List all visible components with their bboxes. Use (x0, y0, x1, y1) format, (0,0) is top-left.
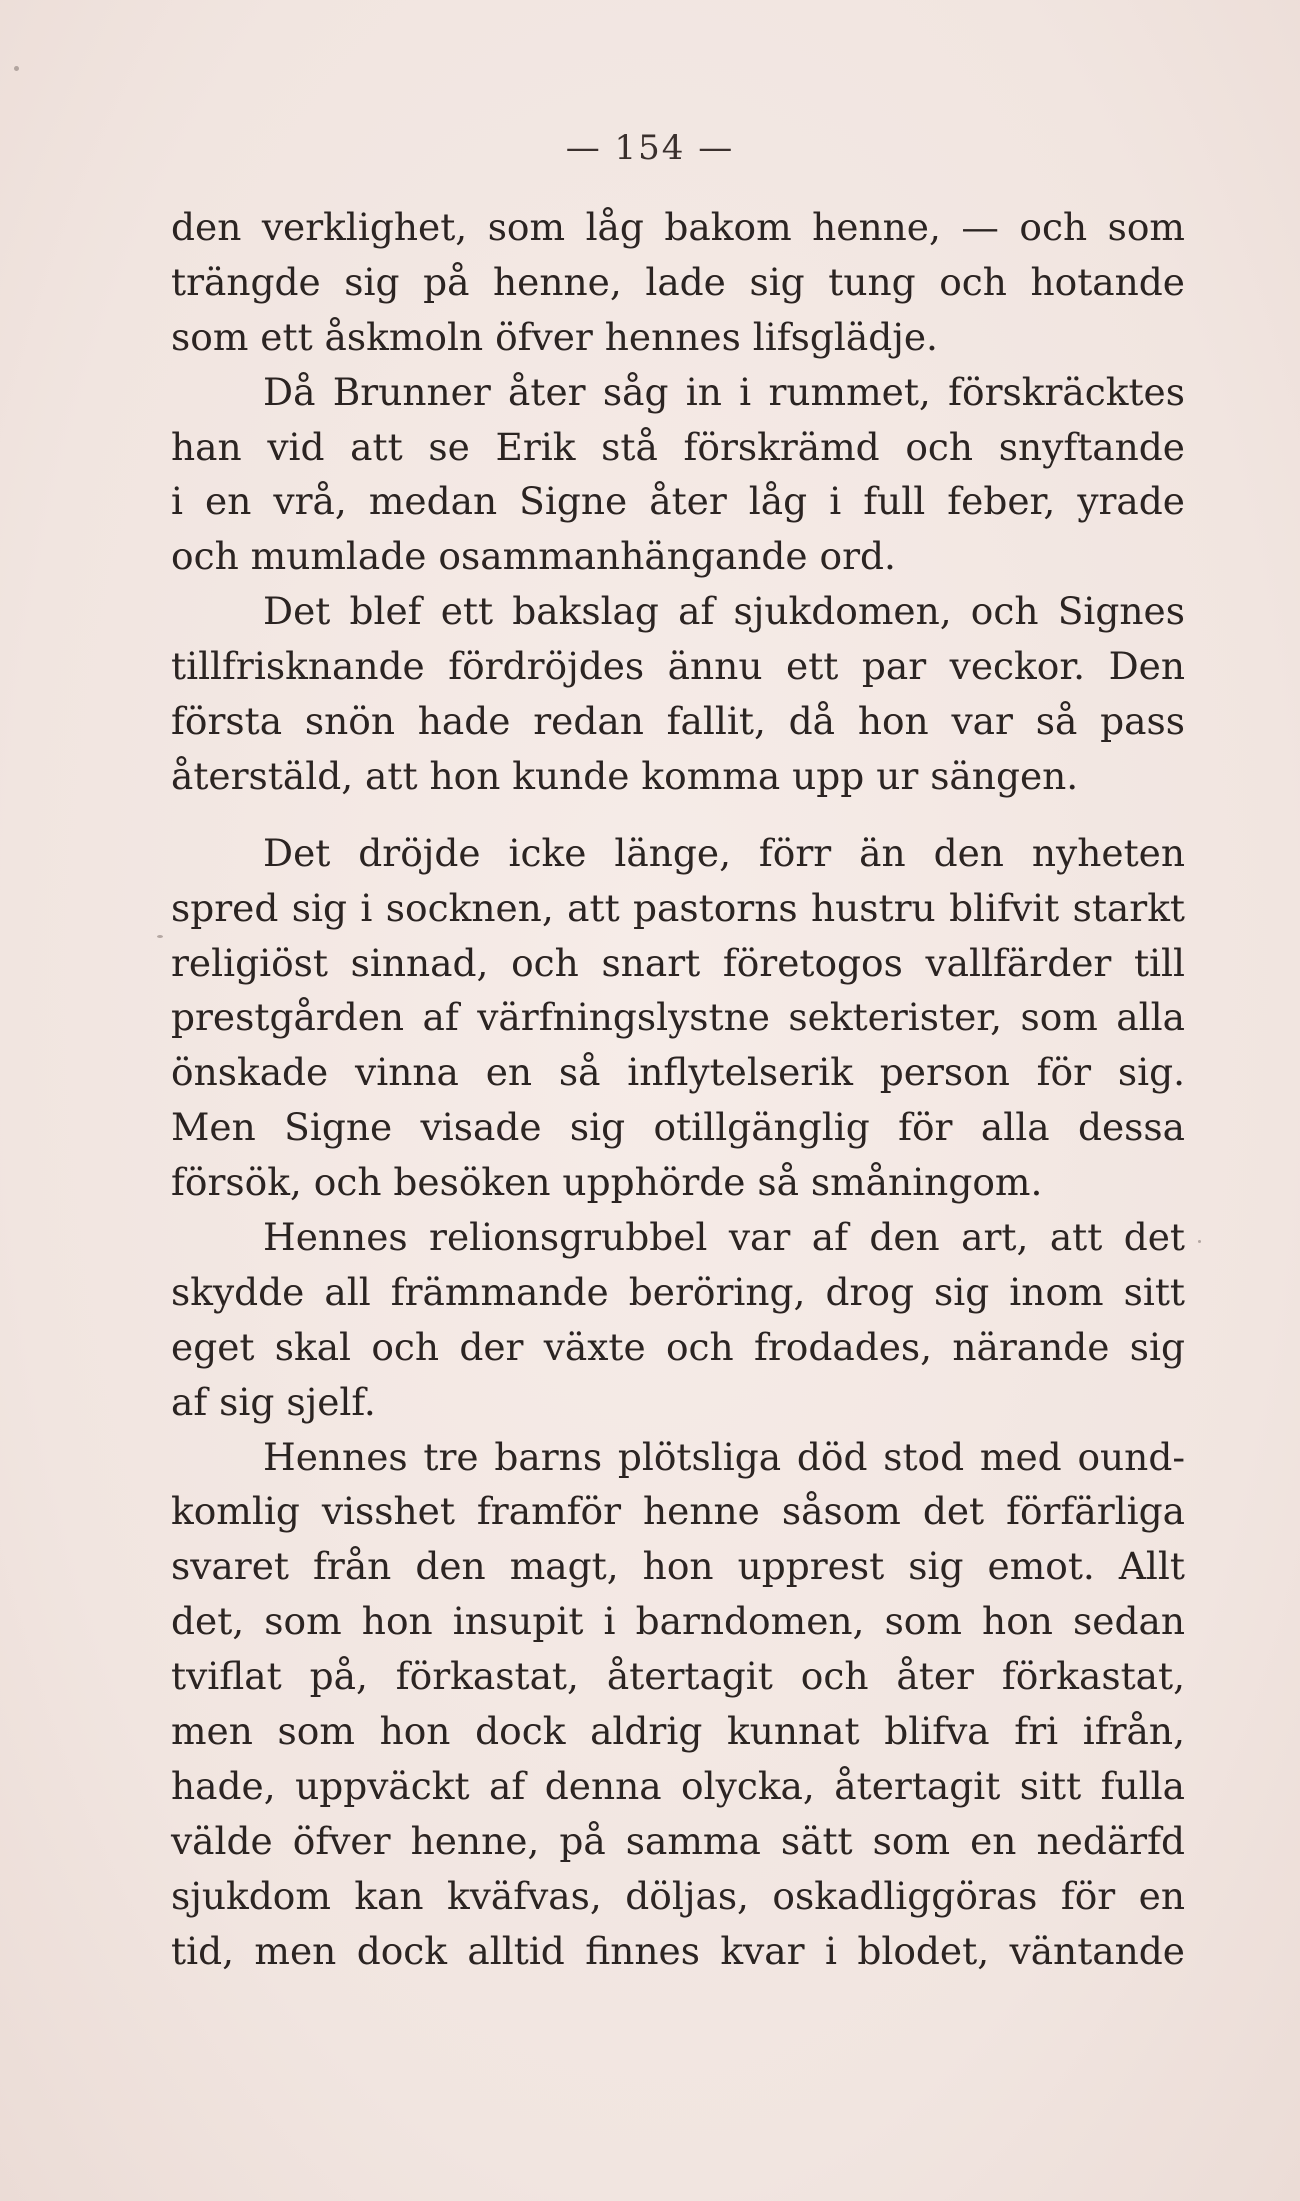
text-line: första snön hade redan fallit, då hon var så pass (171, 699, 1185, 744)
text-line: det, som hon insupit i barndomen, som hon sedan (171, 1599, 1185, 1644)
text-line: trängde sig på henne, lade sig tung och hotande (171, 259, 1185, 304)
text-line: Men Signe visade sig otillgänglig för alla dessa (171, 1105, 1185, 1150)
text-line: sjukdom kan kväfvas, döljas, oskadliggöras för en (171, 1873, 1185, 1918)
scan-speck (1198, 1240, 1201, 1243)
scan-speck (14, 66, 19, 71)
text-line: han vid att se Erik stå förskrämd och snyftande (171, 424, 1185, 469)
paragraph (171, 584, 1185, 804)
text-line: Då Brunner åter såg in i rummet, förskräcktes (263, 369, 1185, 414)
scan-speck (157, 935, 163, 938)
text-line: eget skal och der växte och frodades, närande sig (171, 1324, 1185, 1369)
text-line: återstäld, att hon kunde komma upp ur sängen. (171, 753, 1079, 798)
text-line: svaret från den magt, hon upprest sig emot. Allt (171, 1544, 1185, 1589)
text-line: hade, uppväckt af denna olycka, återtagit sitt fulla (171, 1763, 1185, 1808)
text-line: försök, och besöken upphörde så småningom. (171, 1160, 1043, 1205)
text-line: som ett åskmoln öfver hennes lifsglädje. (171, 314, 938, 359)
text-line: prestgården af värfningslystne sekterister, som alla (171, 995, 1185, 1040)
text-line: tillfrisknande fördröjdes ännu ett par veckor. Den (171, 644, 1185, 689)
text-line: och mumlade osammanhängande ord. (171, 534, 896, 579)
paragraph (171, 1430, 1185, 1979)
paragraph (171, 365, 1185, 585)
section-gap (171, 804, 1185, 826)
text-line: religiöst sinnad, och snart företogos vallfärder till (171, 940, 1185, 985)
text-line: Hennes relionsgrubbel var af den art, att det (263, 1215, 1185, 1260)
page-number: — 154 — (565, 128, 735, 168)
text-line: af sig sjelf. (171, 1379, 376, 1424)
text-line: Det dröjde icke länge, förr än den nyheten (263, 830, 1185, 875)
text-line: den verklighet, som låg bakom henne, — och som (171, 205, 1185, 249)
paragraph (171, 826, 1185, 1210)
paragraph (171, 200, 1185, 365)
text-line: välde öfver henne, på samma sätt som en nedärfd (171, 1818, 1185, 1863)
text-line: tviflat på, förkastat, återtagit och åter förkastat, (171, 1654, 1185, 1699)
text-line: Det blef ett bakslag af sjukdomen, och Signes (263, 589, 1185, 634)
text-line: komlig visshet framför henne såsom det förfärliga (171, 1489, 1185, 1534)
text-line: Hennes tre barns plötsliga död stod med ound- (263, 1434, 1185, 1479)
paragraph (171, 1210, 1185, 1430)
body-text (171, 200, 1185, 1979)
text-line: skydde all främmande beröring, drog sig inom sitt (171, 1269, 1185, 1314)
text-line: tid, men dock alltid finnes kvar i blodet, väntande (171, 1928, 1185, 1973)
text-line: i en vrå, medan Signe åter låg i full feber, yrade (171, 479, 1185, 524)
text-line: men som hon dock aldrig kunnat blifva fri ifrån, (171, 1709, 1185, 1754)
text-line: önskade vinna en så inflytelserik person för sig. (171, 1050, 1185, 1095)
text-line: spred sig i socknen, att pastorns hustru blifvit starkt (171, 885, 1185, 930)
